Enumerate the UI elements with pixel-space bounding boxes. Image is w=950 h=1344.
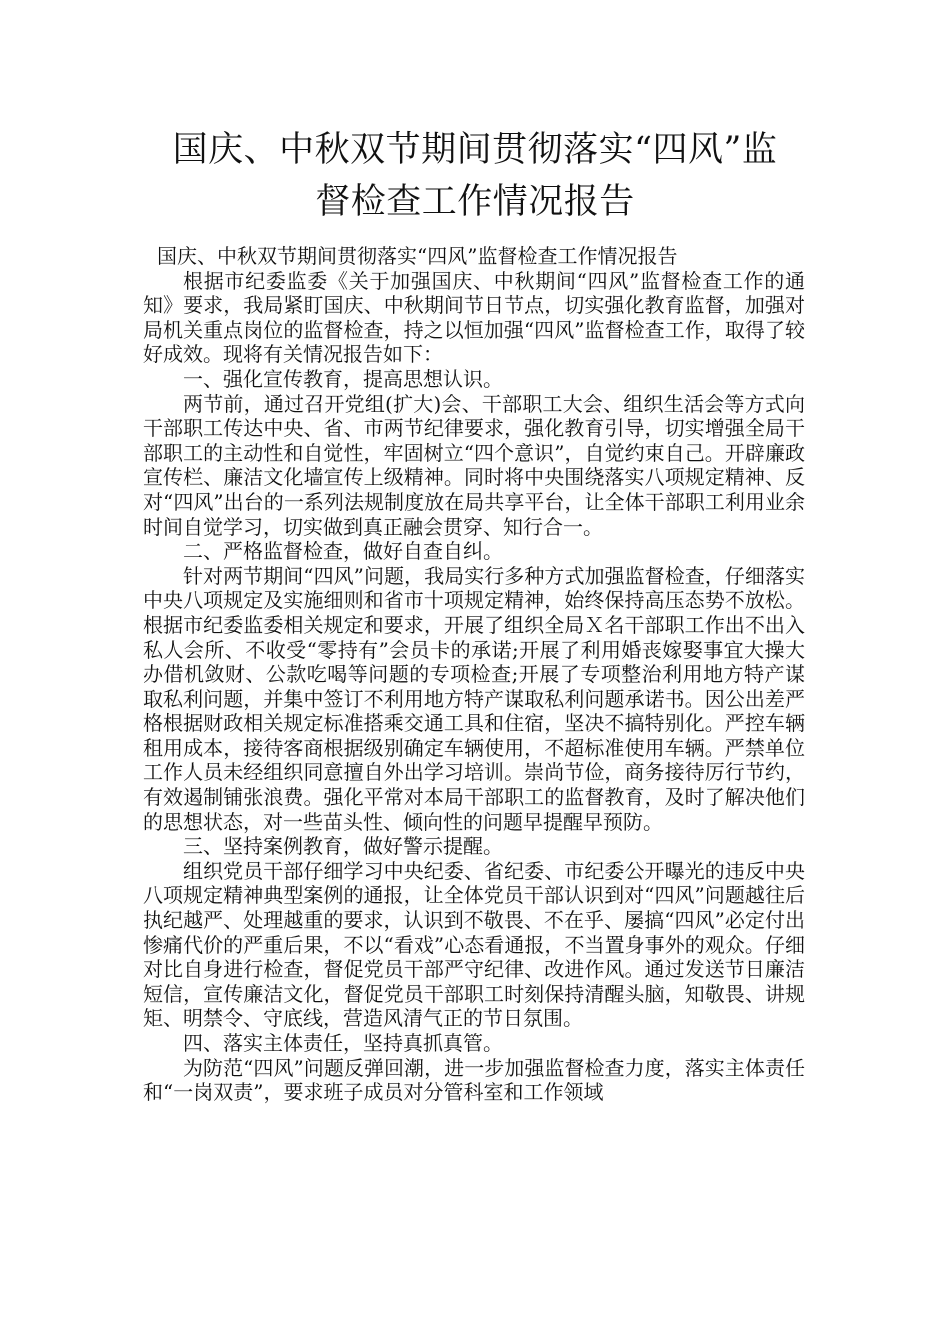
document-subtitle: 国庆、中秋双节期间贯彻落实“四风”监督检查工作情况报告 xyxy=(157,244,678,268)
document-title xyxy=(120,124,830,228)
section-paragraph-4: 为防范“四风”问题反弹回潮，进一步加强监督检查力度，落实主体责任和“一岗双责”，要求班子成员对分管科室和工作领域 xyxy=(143,1055,805,1105)
document-title-line-1: 国庆、中秋双节期间贯彻落实“四风”监 xyxy=(172,130,778,170)
section-heading-1: 一、强化宣传教育，提高思想认识。 xyxy=(183,366,503,391)
section-paragraph-2: 针对两节期间“四风”问题，我局实行多种方式加强监督检查，仔细落实中央八项规定及实施细则和省市十项规定精神，始终保持高压态势不放松。根据市纪委监委相关规定和要求，开展了组织全局Ｘ名干部职工作出不出入私人会所、不收受“零持有”会员卡的承诺;开展了利用婚丧嫁娶事宜大操大办借机敛财、公款吃喝等问题的专项检查;开展了专项整治利用地方特产谋取私利问题，并集中签订不利用地方特产谋取私利问题承诺书。因公出差严格根据财政相关规定标准搭乘交通工具和住宿，坚决不搞特别化。严控车辆租用成本，接待客商根据级别确定车辆使用，不超标准使用车辆。严禁单位工作人员未经组织同意擅自外出学习培训。崇尚节俭，商务接待厉行节约，有效遏制铺张浪费。强化平常对本局干部职工的监督教育，及时了解决他们的思想状态，对一些苗头性、倾向性的问题早提醒早预防。 xyxy=(143,563,805,834)
intro-paragraph: 根据市纪委监委《关于加强国庆、中秋期间“四风”监督检查工作的通知》要求，我局紧盯国庆、中秋期间节日节点，切实强化教育监督，加强对局机关重点岗位的监督检查，持之以恒加强“四风”监督检查工作，取得了较好成效。现将有关情况报告如下： xyxy=(143,268,805,367)
section-paragraph-1: 两节前，通过召开党组(扩大)会、干部职工大会、组织生活会等方式向干部职工传达中央、省、市两节纪律要求，强化教育引导，切实增强全局干部职工的主动性和自觉性，牢固树立“四个意识”，自觉约束自己。开辟廉政宣传栏、廉洁文化墙宣传上级精神。同时将中央围绕落实八项规定精神、反对“四风”出台的一系列法规制度放在局共享平台，让全体干部职工利用业余时间自觉学习，切实做到真正融会贯穿、知行合一。 xyxy=(143,391,805,539)
document-title-line-2: 督检查工作情况报告 xyxy=(315,182,635,222)
document-body xyxy=(143,244,805,1105)
section-heading-2: 二、严格监督检查，做好自查自纠。 xyxy=(183,539,503,564)
section-heading-4: 四、落实主体责任，坚持真抓真管。 xyxy=(183,1031,503,1055)
section-heading-3: 三、坚持案例教育，做好警示提醒。 xyxy=(183,834,503,859)
section-paragraph-3: 组织党员干部仔细学习中央纪委、省纪委、市纪委公开曝光的违反中央八项规定精神典型案例的通报，让全体党员干部认识到对“四风”问题越往后执纪越严、处理越重的要求，认识到不敬畏、不在乎、屡搞“四风”必定付出惨痛代价的严重后果，不以“看戏”心态看通报，不当置身事外的观众。仔细对比自身进行检查，督促党员干部严守纪律、改进作风。通过发送节日廉洁短信，宣传廉洁文化，督促党员干部职工时刻保持清醒头脑，知敬畏、讲规矩、明禁令、守底线，营造风清气正的节日氛围。 xyxy=(143,858,805,1031)
